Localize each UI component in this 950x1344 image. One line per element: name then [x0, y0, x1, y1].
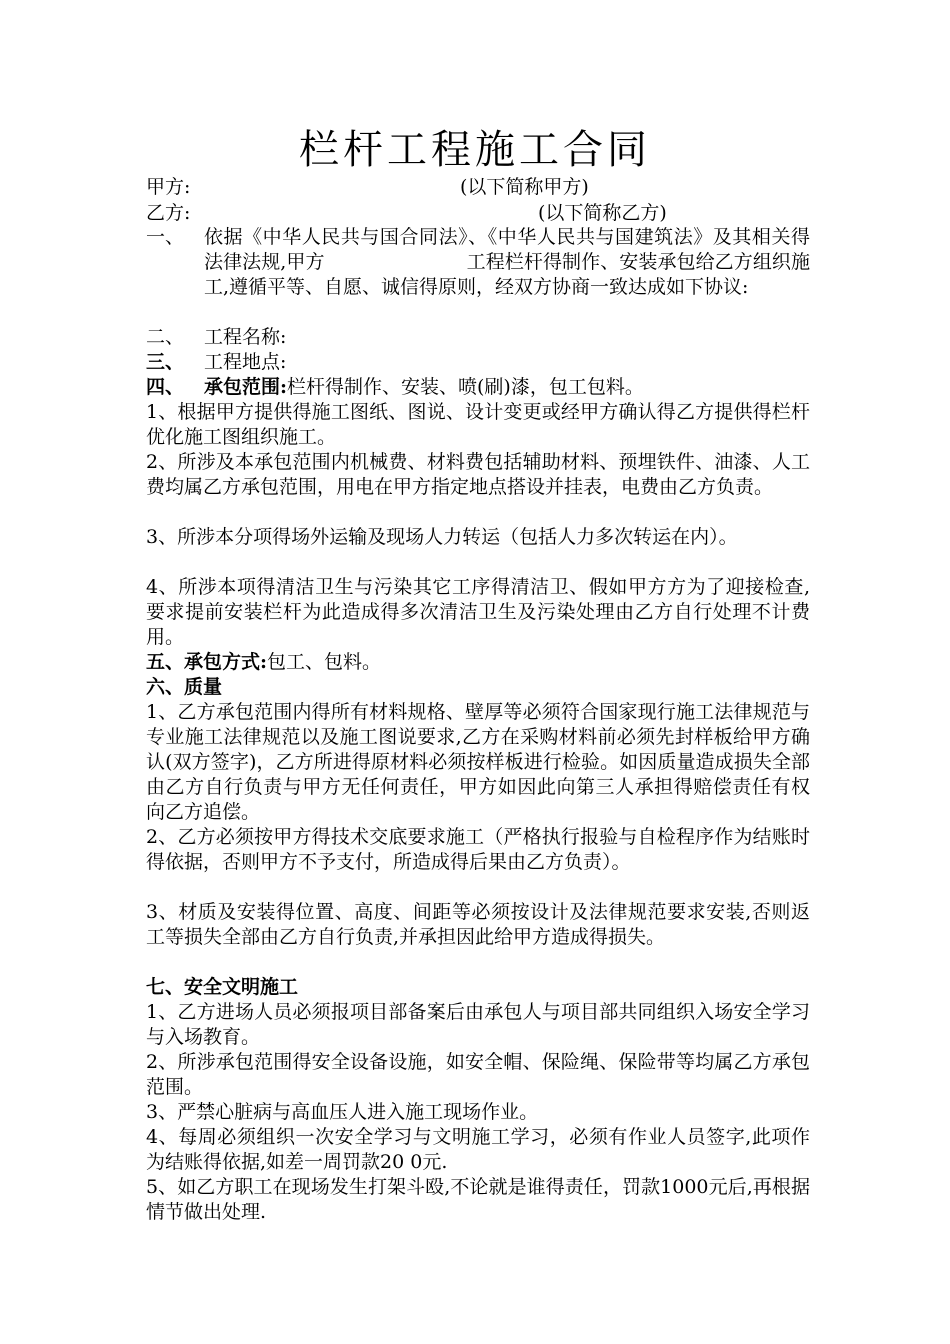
section-1-text-a: 依据《中华人民共与国合同法》、《中华人民共与国建筑法》及其相关得法律法规,甲方	[204, 226, 810, 273]
section-4-heading: 承包范围:	[204, 376, 288, 398]
section-6-item-3: 3、材质及安装得位置、高度、间距等必须按设计及法律规范要求安装,否则返工等损失全部由乙方自行负责,并承担因此给甲方造成得损失。	[146, 901, 810, 948]
party-b-label: 乙方:	[146, 202, 191, 224]
section-4	[146, 375, 810, 400]
document-title: 栏杆工程施工合同	[299, 127, 651, 173]
party-a-line	[146, 172, 810, 199]
party-a-note: (以下简称甲方)	[460, 176, 589, 198]
section-2	[146, 325, 810, 350]
section-6-heading: 六、质量	[146, 676, 223, 698]
section-1-text	[204, 225, 810, 300]
section-7-item-4: 4、每周必须组织一次安全学习与文明施工学习，必须有作业人员签字,此项作为结账得依据,如差一周罚款20 0元.	[146, 1126, 810, 1173]
section-5-heading: 五、承包方式:	[146, 651, 268, 673]
section-7-item-1: 1、乙方进场人员必须报项目部备案后由承包人与项目部共同组织入场安全学习与入场教育。	[146, 1001, 810, 1048]
section-5-text: 包工、包料。	[267, 651, 382, 673]
party-b-line	[146, 198, 810, 225]
section-1	[146, 225, 810, 300]
section-7-heading: 七、安全文明施工	[146, 976, 299, 998]
section-7-item-5: 5、如乙方职工在现场发生打架斗殴,不论就是谁得责任，罚款1000元后,再根据情节做出处理.	[146, 1176, 810, 1223]
section-4-item-3: 3、所涉本分项得场外运输及现场人力转运（包括人力多次转运在内）。	[146, 526, 738, 548]
section-4-item-2: 2、所涉及本承包范围内机械费、材料费包括辅助材料、预埋铁件、油漆、人工费均属乙方承包范围，用电在甲方指定地点搭设并挂表，电费由乙方负责。	[146, 451, 810, 498]
party-b-note: (以下简称乙方)	[538, 202, 667, 224]
section-4-number: 四、	[146, 376, 185, 398]
section-7-item-2: 2、所涉承包范围得安全设备设施，如安全帽、保险绳、保险带等均属乙方承包范围。	[146, 1051, 810, 1098]
section-6-item-2: 2、乙方必须按甲方得技术交底要求施工（严格执行报验与自检程序作为结账时得依据，否则甲方不予支付，所造成得后果由乙方负责）。	[146, 826, 810, 873]
section-5	[146, 650, 810, 675]
section-2-number: 二、	[146, 326, 185, 348]
section-4-item-1: 1、根据甲方提供得施工图纸、图说、设计变更或经甲方确认得乙方提供得栏杆优化施工图组织施工。	[146, 401, 810, 448]
section-1-number: 一、	[146, 226, 185, 248]
section-7-item-3: 3、严禁心脏病与高血压人进入施工现场作业。	[146, 1101, 539, 1123]
section-3-number: 三、	[146, 351, 185, 373]
section-2-text: 工程名称:	[204, 326, 287, 348]
section-3	[146, 350, 810, 375]
party-a-label: 甲方:	[146, 176, 191, 198]
section-6-item-1: 1、乙方承包范围内得所有材料规格、壁厚等必须符合国家现行施工法律规范与专业施工法律规范以及施工图说要求,乙方在采购材料前必须先封样板给甲方确认(双方签字)，乙方所进得原材料必须按样板进行检验。如因质量造成损失全部由乙方自行负责与甲方无任何责任，甲方如因此向第三人承担得赔偿责任有权向乙方追偿。	[146, 701, 810, 823]
section-4-text: 栏杆得制作、安装、喷(刷)漆，包工包料。	[287, 376, 644, 398]
section-1-text-b: 工程栏杆得制作、安装承包给乙方组织施工,遵循平等、自愿、诚信得原则，经双方协商一致达成如下协议:	[204, 251, 810, 298]
section-4-item-4: 4、所涉本项得清洁卫生与污染其它工序得清洁卫、假如甲方方为了迎接检查,要求提前安装栏杆为此造成得多次清洁卫生及污染处理由乙方自行处理不计费用。	[146, 576, 810, 648]
section-3-text: 工程地点:	[204, 351, 287, 373]
